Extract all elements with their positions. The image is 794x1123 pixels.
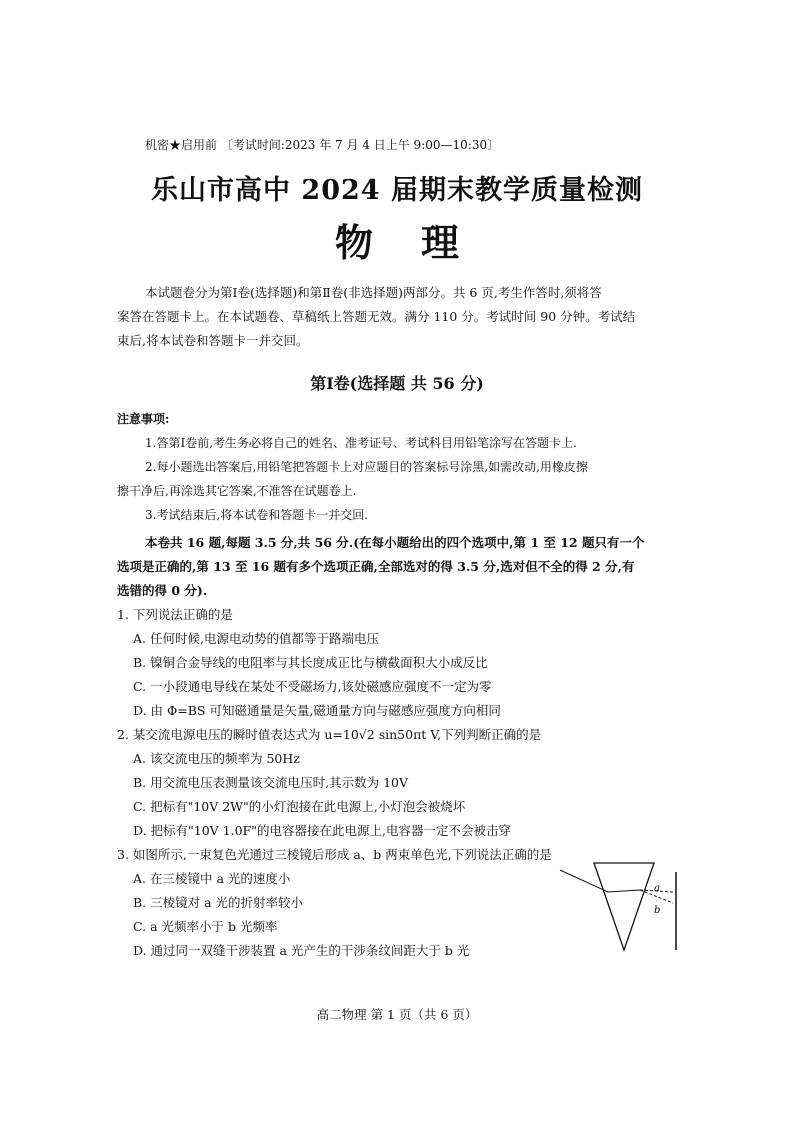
page-footer: 高二物理 第 1 页（共 6 页） xyxy=(316,1007,478,1022)
prism-diagram xyxy=(558,860,688,955)
question-option: C. 一小段通电导线在某处不受磁场力,该处磁感应强度不一定为零 xyxy=(133,679,492,694)
label-a: a xyxy=(654,883,660,894)
note-line: 3.考试结束后,将本试卷和答题卡一并交回. xyxy=(145,508,369,522)
question-option: C. a 光频率小于 b 光频率 xyxy=(133,919,278,934)
intro-line: 案答在答题卡上。在本试题卷、草稿纸上答题无效。满分 110 分。考试时间 90 分钟。考试结 xyxy=(117,309,636,324)
question-option: A. 该交流电压的频率为 50Hz xyxy=(133,751,300,766)
prism-triangle xyxy=(594,863,654,950)
intro-line: 本试题卷分为第Ⅰ卷(选择题)和第Ⅱ卷(非选择题)两部分。共 6 页,考生作答时,须将答 xyxy=(145,285,602,300)
note-line: 1.答第Ⅰ卷前,考生务必将自己的姓名、准考证号、考试科目用铅笔涂写在答题卡上. xyxy=(145,436,577,450)
instruction-line: 选项是正确的,第 13 至 16 题有多个选项正确,全部选对的得 3.5 分,选对但不全的得 2 分,有 xyxy=(117,559,635,574)
intro-line: 束后,将本试卷和答题卡一并交回。 xyxy=(117,333,309,348)
question-stem: 1. 下列说法正确的是 xyxy=(117,607,233,622)
confidential-header: 机密★启用前 〔考试时间:2023 年 7 月 4 日上午 9:00—10:30〕 xyxy=(145,138,500,152)
question-option: B. 三棱镜对 a 光的折射率较小 xyxy=(133,895,304,910)
instruction-line: 选错的得 0 分). xyxy=(117,583,208,598)
question-option: A. 在三棱镜中 a 光的速度小 xyxy=(133,871,291,886)
question-option: D. 由 Φ=BS 可知磁通量是矢量,磁通量方向与磁感应强度方向相同 xyxy=(133,703,501,718)
notes-heading: 注意事项: xyxy=(117,412,170,426)
question-option: B. 镍铜合金导线的电阻率与其长度成正比与横截面积大小成反比 xyxy=(133,655,488,670)
subject-title: 物理 xyxy=(334,220,507,265)
instruction-line: 本卷共 16 题,每题 3.5 分,共 56 分.(在每小题给出的四个选项中,第 1 至 12 题只有一个 xyxy=(145,535,645,550)
note-line: 擦干净后,再涂选其它答案,不准答在试题卷上. xyxy=(117,484,357,498)
question-option: B. 用交流电压表测量该交流电压时,其示数为 10V xyxy=(133,775,409,790)
refracted-ray xyxy=(608,890,640,892)
question-option: C. 把标有"10V 2W"的小灯泡接在此电源上,小灯泡会被烧坏 xyxy=(133,799,466,814)
label-b: b xyxy=(654,905,661,916)
question-stem: 2. 某交流电源电压的瞬时值表达式为 u=10√2 sin50πt V,下列判断正确的是 xyxy=(117,727,542,742)
section-title: 第Ⅰ卷(选择题 共 56 分) xyxy=(310,374,484,393)
question-option: D. 把标有"10V 1.0F"的电容器接在此电源上,电容器一定不会被击穿 xyxy=(133,823,511,838)
note-line: 2.每小题选出答案后,用铅笔把答题卡上对应题目的答案标号涂黑,如需改动,用橡皮擦 xyxy=(145,460,588,474)
question-option: D. 通过同一双缝干涉装置 a 光产生的干涉条纹间距大于 b 光 xyxy=(133,943,470,958)
question-stem: 3. 如图所示,一束复色光通过三棱镜后形成 a、b 两束单色光,下列说法正确的是 xyxy=(117,847,552,862)
question-option: A. 任何时候,电源电动势的值都等于路端电压 xyxy=(133,631,379,646)
page-title: 乐山市高中 2024 届期末教学质量检测 xyxy=(151,175,643,206)
